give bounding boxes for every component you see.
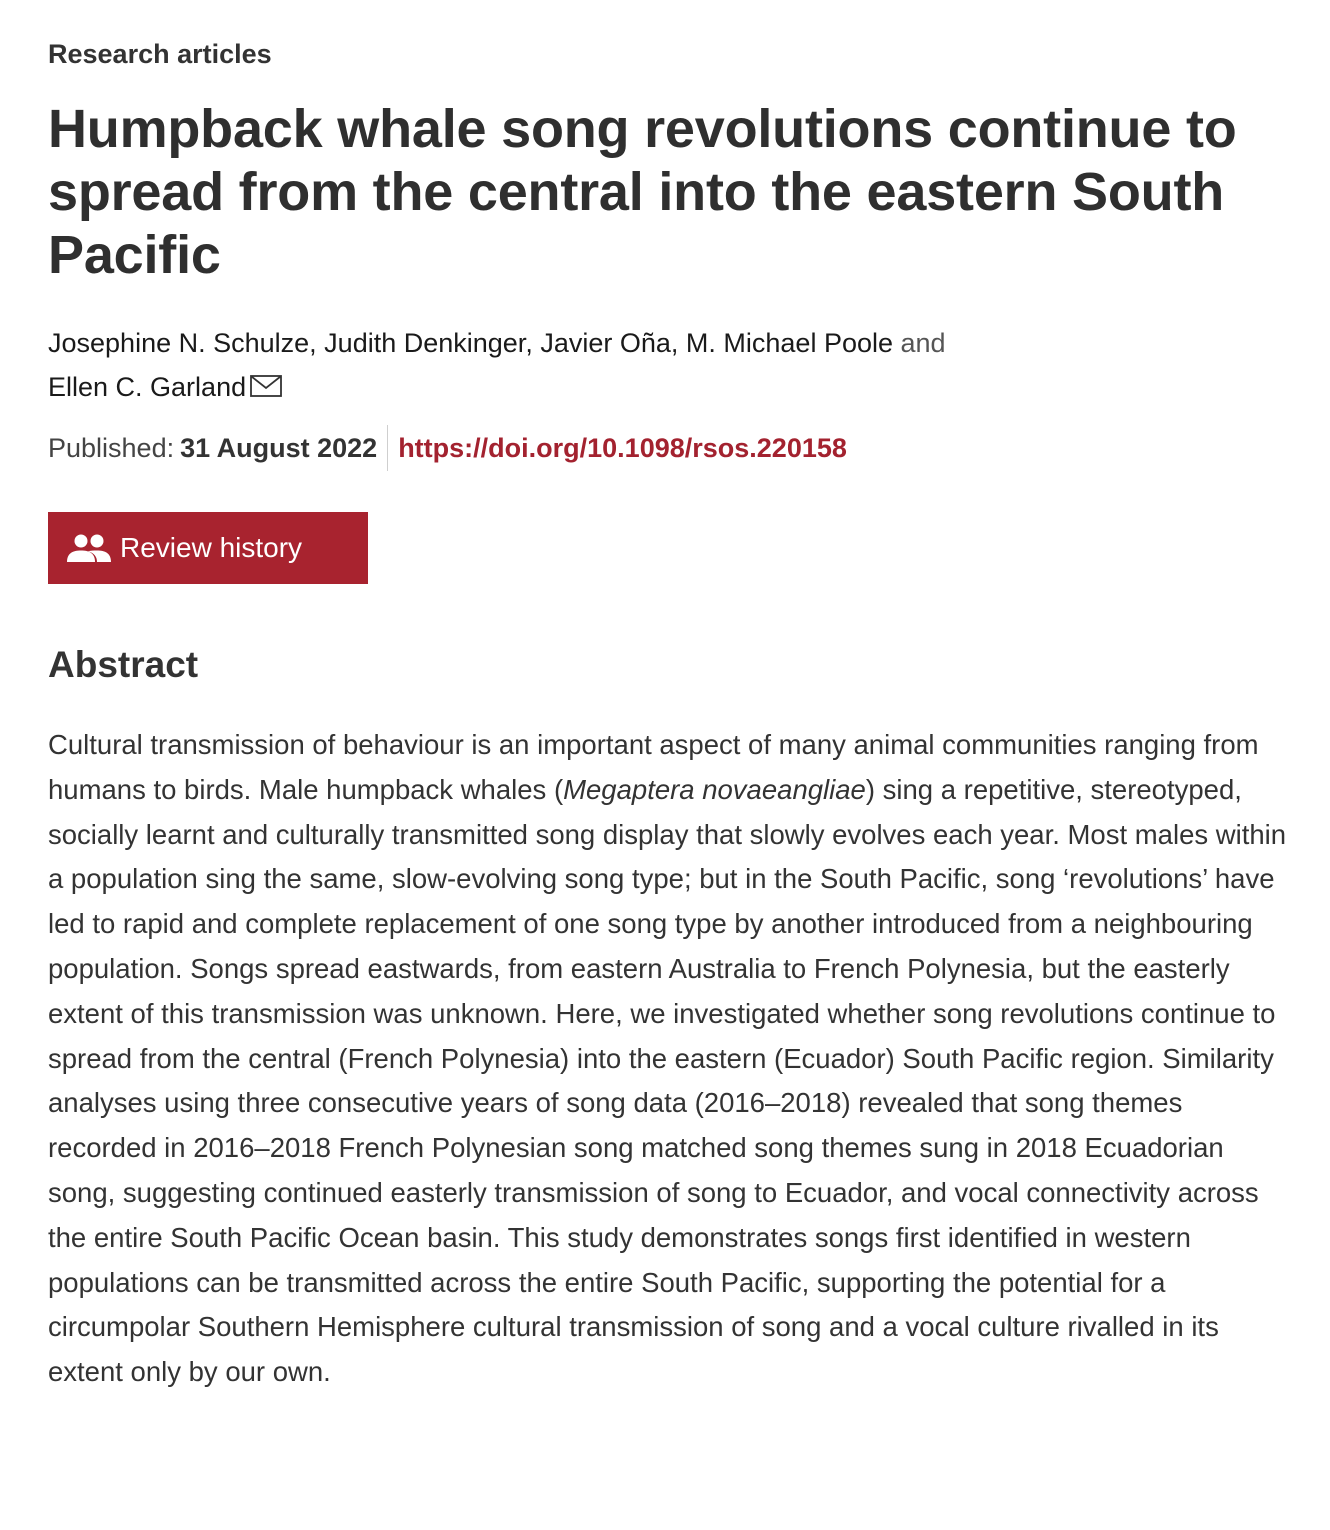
abstract-text-part: Cultural transmission of behaviour is an important aspect of many animal communities ranging from humans to birds. Male humpback whales ( xyxy=(48,729,1259,805)
author-conjunction: and xyxy=(900,328,946,358)
review-history-button[interactable] xyxy=(48,512,368,584)
published-date: 31 August 2022 xyxy=(180,432,378,463)
author-link[interactable]: Ellen C. Garland xyxy=(48,372,247,402)
published-label: Published: xyxy=(48,432,175,463)
review-history-label: Review history xyxy=(120,532,303,563)
author-link[interactable]: Javier Oña xyxy=(540,328,671,358)
envelope-icon[interactable] xyxy=(250,375,282,397)
author-separator: , xyxy=(670,328,686,358)
author-link[interactable]: Judith Denkinger xyxy=(324,328,526,358)
abstract-text-part: ) sing a repetitive, stereotyped, socially learnt and culturally transmitted song display that slowly evolves each year. Most males within a population sing the same, slow-evolving song type; but in the South Pacific, song ‘revolutions’ have led to rapid and complete replacement of one song type by another introduced from a neighbouring population. Songs spread eastwards, from eastern Australia to French Polynesia, but the easterly extent of this transmission was unknown. Here, we investigated whether song revolutions continue to spread from the central (French Polynesia) into the eastern (Ecuador) South Pacific region. Similarity analyses using three consecutive years of song data (2016–2018) revealed that song themes recorded in 2016–2018 French Polynesian song matched song themes sung in 2018 Ecuadorian song, suggesting continued easterly transmission of song to Ecuador, and vocal connectivity across the entire South Pacific Ocean basin. This study demonstrates songs first identified in western populations can be transmitted across the entire South Pacific, supporting the potential for a circumpolar Southern Hemisphere cultural transmission of song and a vocal culture rivalled in its extent only by our own. xyxy=(48,773,1287,1388)
author-link[interactable]: M. Michael Poole xyxy=(685,328,893,358)
species-name: Megaptera novaeangliae xyxy=(563,773,866,805)
people-icon xyxy=(66,533,112,563)
abstract-heading: Abstract xyxy=(48,644,199,685)
publication-meta xyxy=(48,425,847,471)
author-separator: , xyxy=(309,328,325,358)
article-title: Humpback whale song revolutions continue to spread from the central into the eastern South Pacific xyxy=(48,99,1237,285)
abstract-text xyxy=(48,723,1288,1395)
meta-divider xyxy=(387,425,388,471)
author-list xyxy=(48,321,1228,409)
author-separator: , xyxy=(525,328,541,358)
doi-link[interactable]: https://doi.org/10.1098/rsos.220158 xyxy=(398,432,847,463)
author-link[interactable]: Josephine N. Schulze xyxy=(48,328,310,358)
section-label: Research articles xyxy=(48,39,272,69)
